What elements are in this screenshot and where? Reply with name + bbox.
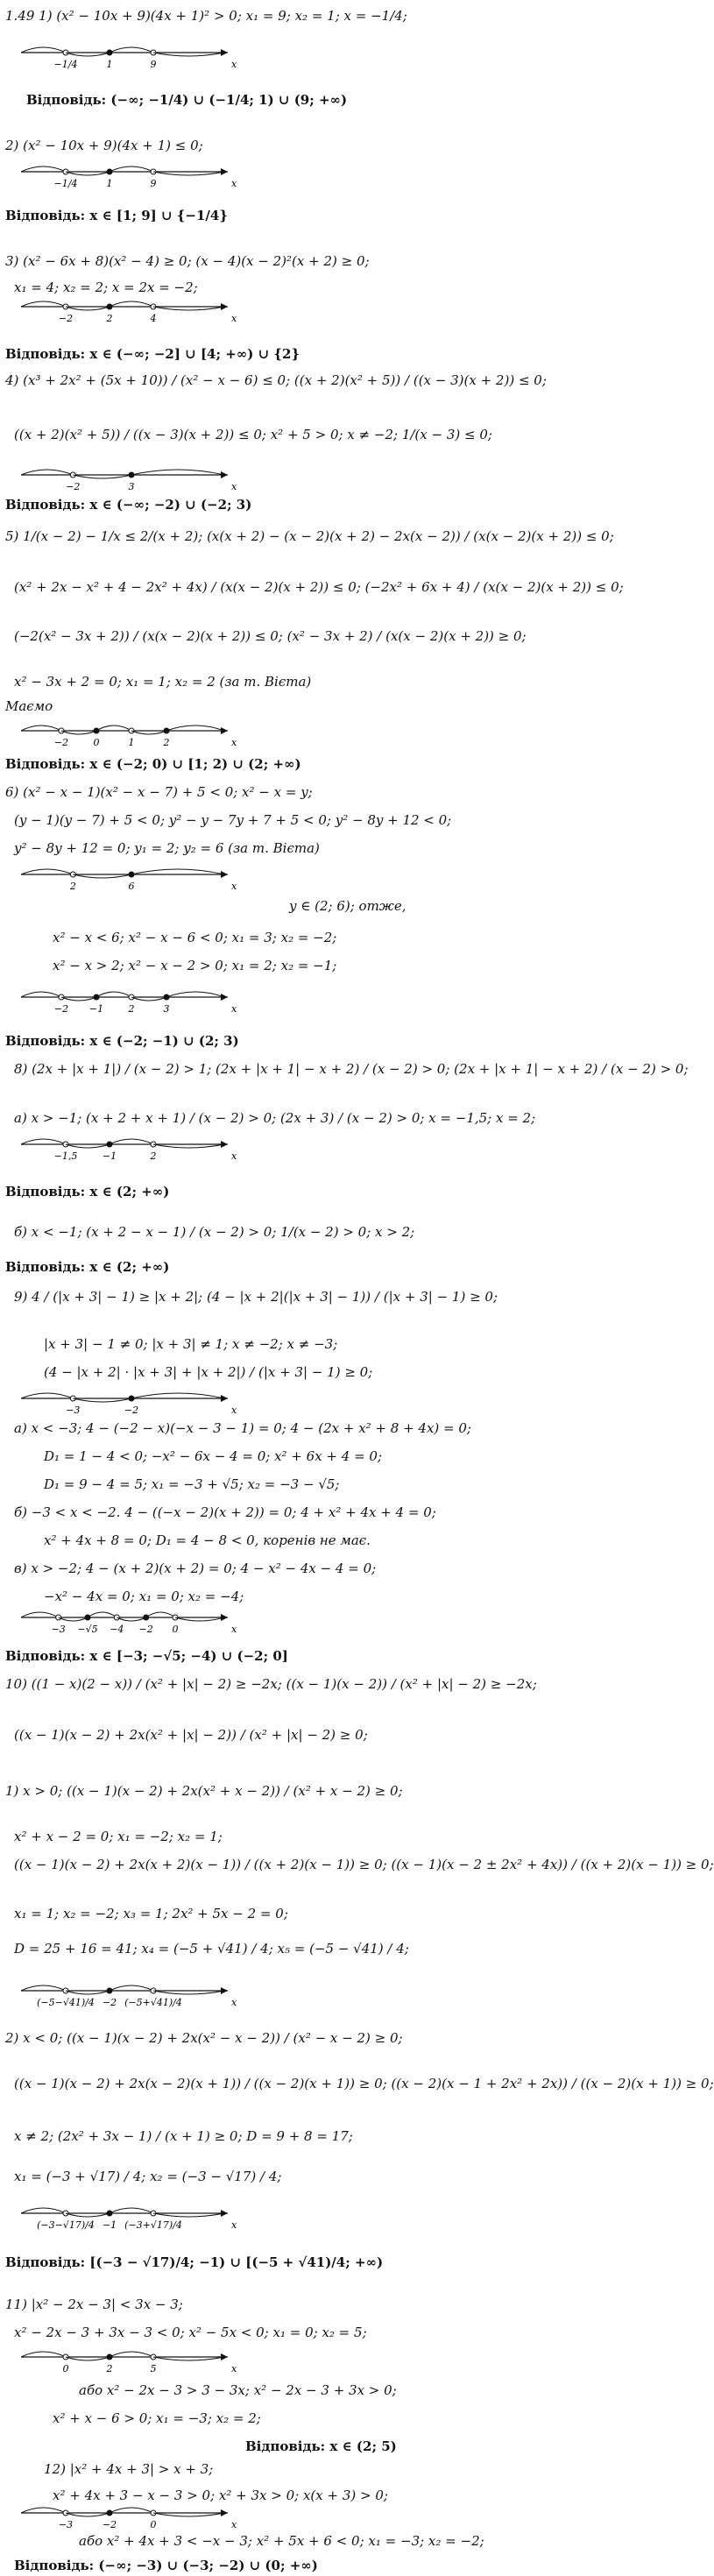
sign-arc: [131, 1393, 224, 1398]
point-label: 0: [62, 2363, 69, 2374]
number-line: [18, 2345, 245, 2374]
number-line: [18, 294, 245, 324]
point-label: (−5+√41)/4: [124, 1997, 182, 2008]
point-label: 2: [150, 1150, 157, 1162]
number-line: [18, 985, 245, 1015]
number-line: [18, 862, 245, 892]
solution-line: 6) (x² − x − 1)(x² − x − 7) + 5 < 0; x² − x = y;: [5, 784, 313, 800]
solution-line: ((x + 2)(x² + 5)) / ((x − 3)(x + 2)) ≤ 0; x² + 5 > 0; x ≠ −2; 1/(x − 3) ≤ 0;: [14, 427, 492, 442]
solution-line: 1.49 1) (x² − 10x + 9)(4x + 1)² > 0; x₁ = 9; x₂ = 1; x = −1/4;: [5, 8, 407, 24]
solution-line: Відповідь: x ∈ [−3; −√5; −4) ∪ (−2; 0]: [5, 1648, 288, 1664]
sign-arc: [66, 172, 110, 175]
axis-variable-label: x: [231, 178, 237, 189]
sign-arc: [21, 2352, 66, 2357]
solution-line: 8) (2x + |x + 1|) / (x − 2) > 1; (2x + |x + 1| − x + 2) / (x − 2) > 0; (2x + |x + 1| − x + 2) / (x − 2) > 0;: [14, 1061, 689, 1077]
sign-arc: [110, 2352, 153, 2357]
solution-line: (y − 1)(y − 7) + 5 < 0; y² − y − 7y + 7 + 5 < 0; y² − 8y + 12 < 0;: [14, 812, 452, 828]
point-label: 0: [93, 737, 100, 748]
point-label: −1: [88, 1003, 104, 1015]
axis-variable-label: x: [231, 1624, 237, 1635]
solution-line: x² + 4x + 3 − x − 3 > 0; x² + 3x > 0; x(x + 3) > 0;: [53, 2488, 388, 2503]
solution-line: x² − 3x + 2 = 0; x₁ = 1; x₂ = 2 (за т. Вієта): [14, 674, 312, 690]
sign-arc: [88, 1612, 117, 1617]
sign-arc: [66, 2357, 110, 2360]
point-label: −2: [102, 1997, 117, 2008]
sign-arc: [96, 725, 131, 731]
sign-arc: [21, 166, 66, 172]
solution-line: ((x − 1)(x − 2) + 2x(x² + |x| − 2)) / (x² + |x| − 2) ≥ 0;: [14, 1727, 368, 1743]
point-label: 2: [128, 1003, 135, 1015]
axis-variable-label: x: [231, 59, 237, 70]
point-label: 2: [106, 313, 113, 324]
sign-arc: [153, 2513, 224, 2516]
solution-line: в) x > −2; 4 − (x + 2)(x + 2) = 0; 4 − x² − 4x − 4 = 0;: [14, 1560, 377, 1576]
solution-line: Відповідь: x ∈ (2; +∞): [5, 1184, 170, 1200]
axis-variable-label: x: [231, 2219, 237, 2231]
axis-variable-label: x: [231, 881, 237, 892]
sign-arc: [66, 2513, 110, 2516]
sign-arc: [21, 2508, 66, 2513]
sign-arc: [153, 2357, 224, 2360]
sign-arc: [153, 1991, 224, 1994]
solution-line: (−2(x² − 3x + 2)) / (x(x − 2)(x + 2)) ≤ 0; (x² − 3x + 2) / (x(x − 2)(x + 2)) ≥ 0;: [14, 628, 527, 644]
solution-line: 4) (x³ + 2x² + (5x + 10)) / (x² − x − 6) ≤ 0; ((x + 2)(x² + 5)) / ((x − 3)(x + 2)) ≤ 0;: [5, 372, 547, 388]
solution-line: 3) (x² − 6x + 8)(x² − 4) ≥ 0; (x − 4)(x − 2)²(x + 2) ≥ 0;: [5, 253, 370, 269]
point-label: 1: [128, 737, 135, 748]
point-label: 2: [163, 737, 170, 748]
sign-arc: [166, 992, 224, 997]
solution-line: x₁ = (−3 + √17) / 4; x₂ = (−3 − √17) / 4;: [14, 2169, 282, 2184]
solution-line: Відповідь: [(−3 − √17)/4; −1) ∪ [(−5 + √41)/4; +∞): [5, 2254, 384, 2270]
sign-arc: [153, 307, 224, 310]
axis-variable-label: x: [231, 2363, 237, 2374]
sign-arc: [153, 172, 224, 175]
point-label: −2: [53, 737, 69, 748]
point-label: 2: [69, 881, 76, 892]
solution-line: 2) (x² − 10x + 9)(4x + 1) ≤ 0;: [5, 138, 203, 153]
solution-line: 10) ((1 − x)(2 − x)) / (x² + |x| − 2) ≥ −2x; ((x − 1)(x − 2)) / (x² + |x| − 2) ≥ −2x;: [5, 1676, 537, 1692]
sign-arc: [21, 1139, 66, 1144]
sign-arc: [66, 1991, 110, 1994]
point-label: −1/4: [53, 178, 78, 189]
sign-arc: [131, 470, 224, 475]
solution-line: Відповідь: x ∈ (−∞; −2) ∪ (−2; 3): [5, 497, 252, 513]
axis-variable-label: x: [231, 481, 237, 492]
sign-arc: [21, 869, 73, 874]
number-line: [18, 1386, 245, 1416]
solution-line: а) x > −1; (x + 2 + x + 1) / (x − 2) > 0; (2x + 3) / (x − 2) > 0; x = −1,5; x = 2;: [14, 1110, 536, 1126]
axis-variable-label: x: [231, 313, 237, 324]
point-label: 1: [106, 59, 113, 70]
solution-line: x² − 2x − 3 + 3x − 3 < 0; x² − 5x < 0; x₁ = 0; x₂ = 5;: [14, 2325, 367, 2340]
point-label: (−5−√41)/4: [37, 1997, 95, 2008]
point-label: −1: [102, 1150, 117, 1162]
solution-line: (4 − |x + 2| · |x + 3| + |x + 2|) / (|x + 3| − 1) ≥ 0;: [44, 1364, 373, 1380]
point-label: 2: [106, 2363, 113, 2374]
number-line: [18, 718, 245, 748]
sign-arc: [110, 301, 153, 307]
solution-line: Відповідь: (−∞; −3) ∪ (−3; −2) ∪ (0; +∞): [14, 2558, 318, 2573]
solution-line: або x² + 4x + 3 < −x − 3; x² + 5x + 6 < 0; x₁ = −3; x₂ = −2;: [79, 2533, 484, 2549]
point-label: −2: [138, 1624, 153, 1635]
number-line: [18, 1132, 245, 1162]
sign-arc: [153, 2213, 224, 2217]
point-label: 1: [106, 178, 113, 189]
sign-arc: [21, 1985, 66, 1991]
number-line: [18, 1605, 245, 1635]
sign-arc: [110, 166, 153, 172]
sign-arc: [166, 725, 224, 731]
solution-line: x₁ = 4; x₂ = 2; x = 2x = −2;: [14, 280, 198, 295]
solution-line: 12) |x² + 4x + 3| > x + 3;: [44, 2461, 214, 2477]
solution-line: x² − x < 6; x² − x − 6 < 0; x₁ = 3; x₂ = −2;: [53, 930, 337, 945]
point-label: 0: [150, 2519, 157, 2530]
number-line: [18, 159, 245, 189]
axis-variable-label: x: [231, 737, 237, 748]
point-label: (−3+√17)/4: [124, 2219, 182, 2231]
solution-line: Відповідь: x ∈ (−∞; −2] ∪ [4; +∞) ∪ {2}: [5, 346, 300, 362]
point-label: 3: [128, 481, 135, 492]
number-line: [18, 1978, 245, 2008]
solution-line: ((x − 1)(x − 2) + 2x(x − 2)(x + 1)) / ((x − 2)(x + 1)) ≥ 0; ((x − 2)(x − 1 + 2x² + 2x)) / ((x − 2)(x + 1)) ≥ 0;: [14, 2076, 714, 2091]
solution-line: D₁ = 9 − 4 = 5; x₁ = −3 + √5; x₂ = −3 − √5;: [44, 1476, 340, 1492]
sign-arc: [110, 1139, 153, 1144]
solution-line: y² − 8y + 12 = 0; y₁ = 2; y₂ = 6 (за т. Вієта): [14, 840, 320, 856]
solution-line: x₁ = 1; x₂ = −2; x₃ = 1; 2x² + 5x − 2 = 0;: [14, 1906, 288, 1921]
point-label: −1/4: [53, 59, 78, 70]
point-label: −2: [53, 1003, 69, 1015]
solution-line: |x + 3| − 1 ≠ 0; |x + 3| ≠ 1; x ≠ −2; x ≠ −3;: [44, 1336, 338, 1352]
axis-variable-label: x: [231, 2519, 237, 2530]
solution-line: ((x − 1)(x − 2) + 2x(x + 2)(x − 1)) / ((x + 2)(x − 1)) ≥ 0; ((x − 1)(x − 2 ± 2x² + 4x)) / ((x + 2)(x − 1)) ≥ 0;: [14, 1857, 714, 1872]
point-label: −√5: [77, 1624, 98, 1635]
point-label: 4: [150, 313, 157, 324]
axis-variable-label: x: [231, 1997, 237, 2008]
point-label: 9: [150, 59, 157, 70]
sign-arc: [66, 307, 110, 310]
solution-line: Маємо: [5, 698, 53, 714]
solution-line: x ≠ 2; (2x² + 3x − 1) / (x + 1) ≥ 0; D = 9 + 8 = 17;: [14, 2128, 353, 2144]
point-label: 5: [150, 2363, 157, 2374]
solution-line: Відповідь: x ∈ (−2; −1) ∪ (2; 3): [5, 1033, 239, 1049]
sign-arc: [110, 47, 153, 53]
solution-line: Відповідь: x ∈ (−2; 0) ∪ [1; 2) ∪ (2; +∞): [5, 756, 301, 772]
number-line: [18, 2501, 245, 2530]
solution-line: −x² − 4x = 0; x₁ = 0; x₂ = −4;: [44, 1589, 244, 1604]
point-label: −2: [66, 481, 81, 492]
solution-line: 1) x > 0; ((x − 1)(x − 2) + 2x(x² + x − 2)) / (x² + x − 2) ≥ 0;: [5, 1783, 403, 1799]
axis-variable-label: x: [231, 1150, 237, 1162]
point-label: −3: [66, 1405, 81, 1416]
sign-arc: [110, 2508, 153, 2513]
solution-line: x² + x − 6 > 0; x₁ = −3; x₂ = 2;: [53, 2410, 261, 2426]
sign-arc: [66, 2213, 110, 2217]
solution-line: Відповідь: x ∈ (2; +∞): [5, 1259, 170, 1275]
point-label: −4: [110, 1624, 124, 1635]
solution-line: 5) 1/(x − 2) − 1/x ≤ 2/(x + 2); (x(x + 2) − (x − 2)(x + 2) − 2x(x − 2)) / (x(x − 2)(x + 2)) ≤ 0;: [5, 528, 614, 544]
solution-line: Відповідь: x ∈ (2; 5): [245, 2438, 397, 2454]
sign-arc: [110, 1985, 153, 1991]
point-label: (−3−√17)/4: [37, 2219, 95, 2231]
solution-line: Відповідь: (−∞; −1/4) ∪ (−1/4; 1) ∪ (9; +∞): [26, 92, 348, 108]
point-label: −2: [58, 313, 74, 324]
solution-line: 9) 4 / (|x + 3| − 1) ≥ |x + 2|; (4 − |x + 2|(|x + 3| − 1)) / (|x + 3| − 1) ≥ 0;: [14, 1289, 498, 1305]
point-label: −2: [124, 1405, 139, 1416]
sign-arc: [21, 470, 73, 475]
axis-variable-label: x: [231, 1003, 237, 1015]
point-label: −3: [58, 2519, 74, 2530]
solution-line: б) −3 < x < −2. 4 − ((−x − 2)(x + 2)) = 0; 4 + x² + 4x + 4 = 0;: [14, 1504, 436, 1520]
solution-line: x² + x − 2 = 0; x₁ = −2; x₂ = 1;: [14, 1829, 223, 1844]
solution-line: 11) |x² − 2x − 3| < 3x − 3;: [5, 2296, 183, 2312]
point-label: 6: [128, 881, 135, 892]
solution-line: x² + 4x + 8 = 0; D₁ = 4 − 8 < 0, коренів не має.: [44, 1532, 371, 1548]
solution-line: D = 25 + 16 = 41; x₄ = (−5 + √41) / 4; x₅ = (−5 − √41) / 4;: [14, 1941, 409, 1957]
solution-line: x² − x > 2; x² − x − 2 > 0; x₁ = 2; x₂ = −1;: [53, 958, 337, 973]
sign-arc: [96, 992, 131, 997]
point-label: −2: [102, 2519, 117, 2530]
solution-line: y ∈ (2; 6); отже,: [289, 898, 406, 914]
sign-arc: [21, 47, 66, 53]
solution-line: D₁ = 1 − 4 < 0; −x² − 6x − 4 = 0; x² + 6x + 4 = 0;: [44, 1448, 383, 1464]
solution-line: 2) x < 0; ((x − 1)(x − 2) + 2x(x² − x − 2)) / (x² − x − 2) ≥ 0;: [5, 2030, 403, 2046]
sign-arc: [110, 2208, 153, 2213]
number-line: [18, 463, 245, 492]
sign-arc: [21, 1393, 73, 1398]
point-label: 9: [150, 178, 157, 189]
point-label: −3: [51, 1624, 66, 1635]
solution-line: б) x < −1; (x + 2 − x − 1) / (x − 2) > 0; 1/(x − 2) > 0; x > 2;: [14, 1224, 415, 1240]
point-label: 3: [163, 1003, 170, 1015]
solution-line: а) x < −3; 4 − (−2 − x)(−x − 3 − 1) = 0; 4 − (2x + x² + 8 + 4x) = 0;: [14, 1420, 471, 1436]
number-line: [18, 40, 245, 70]
solution-line: (x² + 2x − x² + 4 − 2x² + 4x) / (x(x − 2)(x + 2)) ≤ 0; (−2x² + 6x + 4) / (x(x − 2)(x + 2)) ≤ 0;: [14, 579, 624, 595]
solution-line: Відповідь: x ∈ [1; 9] ∪ {−1/4}: [5, 208, 228, 223]
number-line: [18, 2201, 245, 2231]
sign-arc: [21, 725, 61, 731]
sign-arc: [21, 301, 66, 307]
axis-variable-label: x: [231, 1405, 237, 1416]
sign-arc: [131, 869, 224, 874]
sign-arc: [21, 1612, 59, 1617]
solution-line: або x² − 2x − 3 > 3 − 3x; x² − 2x − 3 + 3x > 0;: [79, 2382, 397, 2398]
point-label: −1,5: [53, 1150, 78, 1162]
sign-arc: [21, 2208, 66, 2213]
sign-arc: [146, 1612, 175, 1617]
point-label: −1: [102, 2219, 117, 2231]
sign-arc: [21, 992, 61, 997]
point-label: 0: [172, 1624, 179, 1635]
